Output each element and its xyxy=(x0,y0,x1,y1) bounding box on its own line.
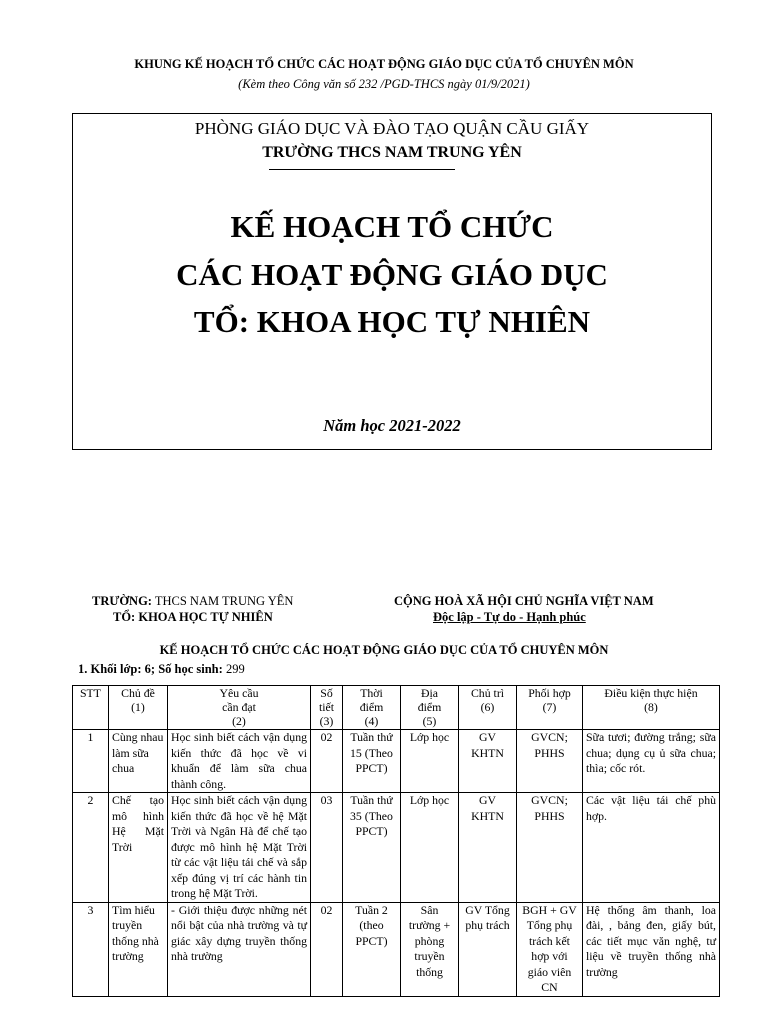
cell-cooperate: GVCN; PHHS xyxy=(517,730,583,793)
cell-stt: 1 xyxy=(73,730,109,793)
cell-requirement: Học sinh biết cách vận dụng kiến thức đã học về hệ Mặt Trời và Ngân Hà để chế tạo được mô hình hệ Mặt Trời từ các vật liệu tái chế và sắp xếp đúng vị trí các hành tin trong hệ Mặt Trời. xyxy=(168,793,311,903)
letterhead-motto: Độc lập - Tự do - Hạnh phúc xyxy=(433,610,586,624)
cell-requirement: Học sinh biết cách vận dụng kiến thức đã học về vi khuẩn để làm sữa chua thành công. xyxy=(168,730,311,793)
column-header-requirement: Yêu cầu cần đạt (2) xyxy=(168,686,311,730)
cell-periods: 02 xyxy=(311,902,343,996)
cover-title-line-2: CÁC HOẠT ĐỘNG GIÁO DỤC xyxy=(176,257,608,292)
letterhead-school xyxy=(92,594,293,609)
grade-label: 1. Khối lớp: 6; Số học sinh: xyxy=(78,662,223,676)
cell-conditions: Các vật liệu tái chế phù hợp. xyxy=(583,793,720,903)
grade-line xyxy=(78,662,245,677)
cell-place: Lớp học xyxy=(401,793,459,903)
cell-cooperate: BGH + GV Tổng phụ trách kết hợp với giáo viên CN xyxy=(517,902,583,996)
column-header-cooperate: Phối hợp (7) xyxy=(517,686,583,730)
letterhead-country: CỘNG HOÀ XÃ HỘI CHỦ NGHĨA VIỆT NAM xyxy=(394,594,654,608)
plan-title: KẾ HOẠCH TỔ CHỨC CÁC HOẠT ĐỘNG GIÁO DỤC CỦA TỔ CHUYÊN MÔN xyxy=(159,643,609,657)
cover-department: PHÒNG GIÁO DỤC VÀ ĐÀO TẠO QUẬN CẦU GIẤY xyxy=(194,119,590,138)
column-header-topic: Chủ đề (1) xyxy=(109,686,168,730)
cell-cooperate: GVCN; PHHS xyxy=(517,793,583,903)
cover-title-line-1: KẾ HOẠCH TỔ CHỨC xyxy=(230,209,554,244)
cell-place: Lớp học xyxy=(401,730,459,793)
table-row xyxy=(73,902,720,996)
cell-time: Tuần thứ 15 (Theo PPCT) xyxy=(343,730,401,793)
cell-lead: GV Tổng phụ trách xyxy=(459,902,517,996)
cell-time: Tuần thứ 35 (Theo PPCT) xyxy=(343,793,401,903)
column-header-stt: STT xyxy=(73,686,109,730)
cell-topic: Cùng nhau làm sữa chua xyxy=(109,730,168,793)
cell-place: Sân trường + phòng truyền thống xyxy=(401,902,459,996)
cell-conditions: Hệ thống âm thanh, loa đài, , bảng đen, giấy bút, các tiết mục văn nghệ, tư liệu về truyền thống nhà trường xyxy=(583,902,720,996)
cell-stt: 2 xyxy=(73,793,109,903)
letterhead-school-value: THCS NAM TRUNG YÊN xyxy=(151,594,294,608)
cell-topic: Chế tạo mô hình Hệ Mặt Trời xyxy=(109,793,168,903)
cell-time: Tuần 2 (theo PPCT) xyxy=(343,902,401,996)
table-row xyxy=(73,793,720,903)
cell-conditions: Sữa tươi; đường trắng; sữa chua; dụng cụ ủ sữa chua; thìa; cốc rót. xyxy=(583,730,720,793)
frame-title: KHUNG KẾ HOẠCH TỔ CHỨC CÁC HOẠT ĐỘNG GIÁO DỤC CỦA TỔ CHUYÊN MÔN xyxy=(134,57,634,71)
cover-title-line-3: TỔ: KHOA HỌC TỰ NHIÊN xyxy=(193,304,591,339)
cell-lead: GV KHTN xyxy=(459,730,517,793)
cover-school-year: Năm học 2021-2022 xyxy=(323,416,461,435)
cell-periods: 03 xyxy=(311,793,343,903)
cell-stt: 3 xyxy=(73,902,109,996)
cell-requirement: - Giới thiệu được những nét nổi bật của nhà trường và tự giác xây dựng truyền thống nhà trường xyxy=(168,902,311,996)
cell-lead: GV KHTN xyxy=(459,793,517,903)
cell-topic: Tìm hiểu truyền thống nhà trường xyxy=(109,902,168,996)
letterhead-group: TỔ: KHOA HỌC TỰ NHIÊN xyxy=(113,610,273,624)
plan-table xyxy=(72,685,720,997)
column-header-lead: Chủ trì (6) xyxy=(459,686,517,730)
cover-box xyxy=(72,113,712,450)
grade-value: 299 xyxy=(222,662,245,676)
cell-periods: 02 xyxy=(311,730,343,793)
cover-school-name: TRƯỜNG THCS NAM TRUNG YÊN xyxy=(262,144,522,161)
frame-subtitle: (Kèm theo Công văn số 232 /PGD-THCS ngày 01/9/2021) xyxy=(238,77,530,91)
column-header-time: Thời điểm (4) xyxy=(343,686,401,730)
table-header-row xyxy=(73,686,720,730)
column-header-periods: Số tiết (3) xyxy=(311,686,343,730)
column-header-conditions: Điều kiện thực hiện (8) xyxy=(583,686,720,730)
column-header-place: Địa điểm (5) xyxy=(401,686,459,730)
table-row xyxy=(73,730,720,793)
cover-divider xyxy=(269,169,455,170)
letterhead-school-label: TRƯỜNG: xyxy=(92,594,152,608)
